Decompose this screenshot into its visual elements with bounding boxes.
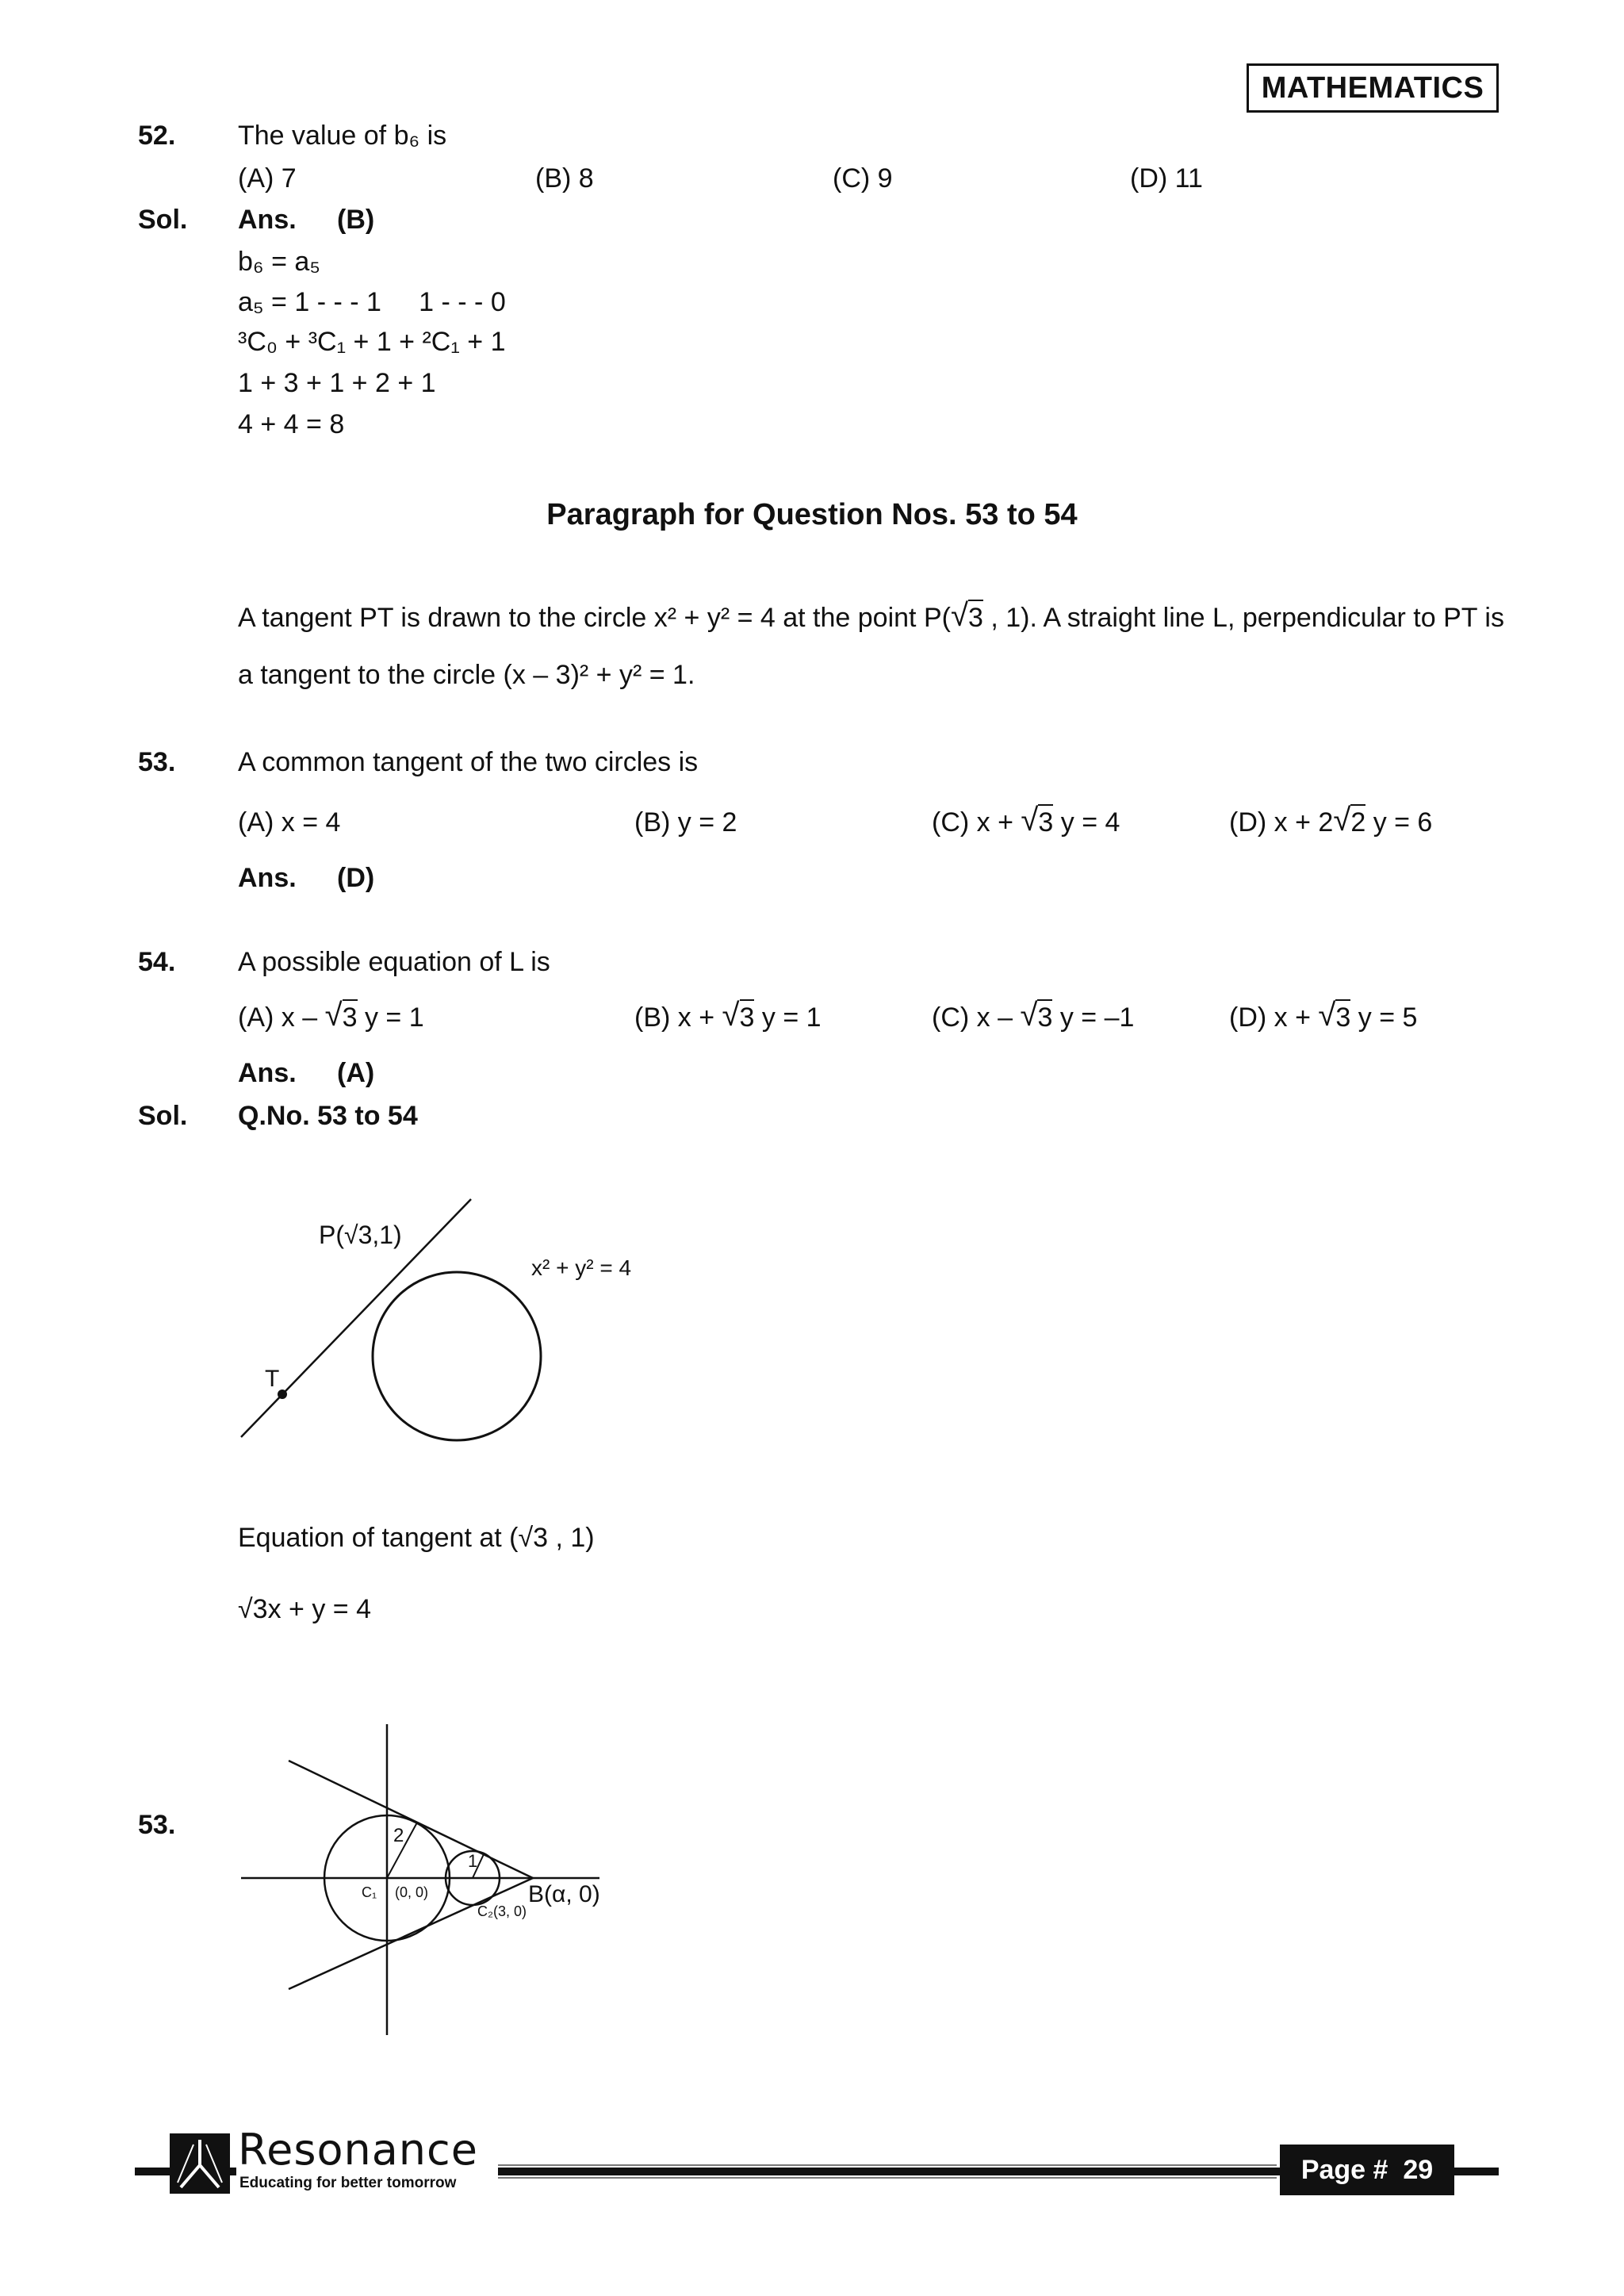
sqrt-value: 3 <box>740 999 755 1033</box>
option-c <box>932 998 1135 1033</box>
circle-equation-label: x² + y² = 4 <box>531 1255 632 1280</box>
question-number: 53. <box>138 1810 176 1840</box>
solution-step: a₅ = 1 - - - 1 1 - - - 0 <box>238 287 506 317</box>
paragraph-text: a tangent to the circle (x – 3)² + y² = 1. <box>238 660 695 690</box>
solution-label: Sol. <box>138 205 188 235</box>
option-text: y = 1 <box>364 1002 424 1033</box>
radius-c1-label: 2 <box>393 1825 404 1846</box>
option-text: (C) x + <box>932 807 1013 838</box>
option-b: (B) y = 2 <box>634 807 737 838</box>
option-text: (B) x + <box>634 1002 715 1033</box>
paragraph-heading: Paragraph for Question Nos. 53 to 54 <box>546 498 1078 531</box>
sqrt-value: 3 <box>343 999 358 1033</box>
option-text: (A) x – <box>238 1002 318 1033</box>
sqrt-value: 3 <box>1038 804 1053 838</box>
question-text: A possible equation of L is <box>238 947 550 977</box>
sqrt-expression: √ 3 <box>1020 998 1053 1033</box>
center-c1-coord: (0, 0) <box>395 1884 429 1900</box>
sqrt-expression: √ 2 <box>1333 803 1366 838</box>
option-a: (A) 7 <box>238 163 297 194</box>
answer-label: Ans. <box>238 205 297 235</box>
solution-title: Q.No. 53 to 54 <box>238 1101 418 1131</box>
page-number: Page # 29 <box>1300 2154 1434 2185</box>
brand-block <box>236 2125 498 2195</box>
sqrt-expression: √ 3 <box>324 998 358 1033</box>
common-tangent-figure <box>230 1721 642 2038</box>
brand-name: Resonance <box>238 2125 478 2175</box>
tangent-equation: √3x + y = 4 <box>238 1594 371 1624</box>
sqrt-expression: √ 3 <box>1318 998 1351 1033</box>
option-text: (D) x + 2 <box>1229 807 1334 838</box>
center-c1-label: C₁ <box>362 1884 377 1900</box>
question-number: 52. <box>138 121 176 151</box>
option-c <box>932 803 1120 838</box>
answer-value: (D) <box>337 863 375 893</box>
sqrt-value: 3 <box>1037 999 1052 1033</box>
question-text: A common tangent of the two circles is <box>238 747 699 777</box>
point-t-label: T <box>265 1366 280 1392</box>
option-a <box>238 998 424 1033</box>
subject-header: MATHEMATICS <box>1247 63 1499 113</box>
option-text: y = 1 <box>761 1002 822 1033</box>
answer-value: (B) <box>337 205 375 235</box>
sqrt-expression: √ 3 <box>950 598 983 633</box>
option-text: (D) x + <box>1229 1002 1311 1033</box>
sqrt-value: 2 <box>1350 804 1365 838</box>
center-c2-label: C₂(3, 0) <box>477 1903 527 1919</box>
sqrt-expression: √ 3 <box>722 998 755 1033</box>
option-d <box>1229 998 1418 1033</box>
paragraph-line <box>238 598 1504 633</box>
option-text: y = 4 <box>1060 807 1120 838</box>
solution-label: Sol. <box>138 1101 188 1131</box>
option-d: (D) 11 <box>1130 163 1203 194</box>
option-text: y = 5 <box>1358 1002 1418 1033</box>
question-text: The value of b₆ is <box>238 121 447 151</box>
brand-tagline: Educating for better tomorrow <box>239 2175 457 2191</box>
tangent-equation-caption: Equation of tangent at (√3 , 1) <box>238 1523 595 1553</box>
answer-label: Ans. <box>238 1058 297 1088</box>
point-p-label: P(√3,1) <box>319 1221 402 1249</box>
paragraph-text: , 1). A straight line L, perpendicular to PT is <box>990 603 1504 633</box>
solution-step: 1 + 3 + 1 + 2 + 1 <box>238 368 436 398</box>
resonance-logo <box>170 2133 230 2194</box>
option-a: (A) x = 4 <box>238 807 341 838</box>
answer-value: (A) <box>337 1058 375 1088</box>
option-text: y = 6 <box>1373 807 1433 838</box>
sqrt-expression: √ 3 <box>1021 803 1054 838</box>
solution-step: b₆ = a₅ <box>238 247 320 277</box>
paragraph-text: A tangent PT is drawn to the circle x² + y² = 4 at the point P( <box>238 603 951 633</box>
option-d <box>1229 803 1433 838</box>
page-number-box <box>1280 2145 1454 2195</box>
radius-c2-label: 1 <box>468 1851 478 1871</box>
option-text: y = –1 <box>1059 1002 1135 1033</box>
solution-step: ³C₀ + ³C₁ + 1 + ²C₁ + 1 <box>238 327 506 357</box>
option-text: (C) x – <box>932 1002 1013 1033</box>
option-b <box>634 998 822 1033</box>
common-tangent-upper <box>289 1761 533 1878</box>
option-c: (C) 9 <box>833 163 893 194</box>
answer-label: Ans. <box>238 863 297 893</box>
tangent-figure <box>230 1190 674 1451</box>
question-number: 54. <box>138 947 176 977</box>
sqrt-value: 3 <box>968 600 983 633</box>
solution-step: 4 + 4 = 8 <box>238 409 345 439</box>
option-b: (B) 8 <box>535 163 594 194</box>
point-b-label: B(α, 0) <box>528 1881 600 1907</box>
logo-mark-icon <box>170 2133 230 2194</box>
question-number: 53. <box>138 747 176 777</box>
circle-x2-y2-4 <box>373 1272 541 1440</box>
sqrt-value: 3 <box>1335 999 1350 1033</box>
